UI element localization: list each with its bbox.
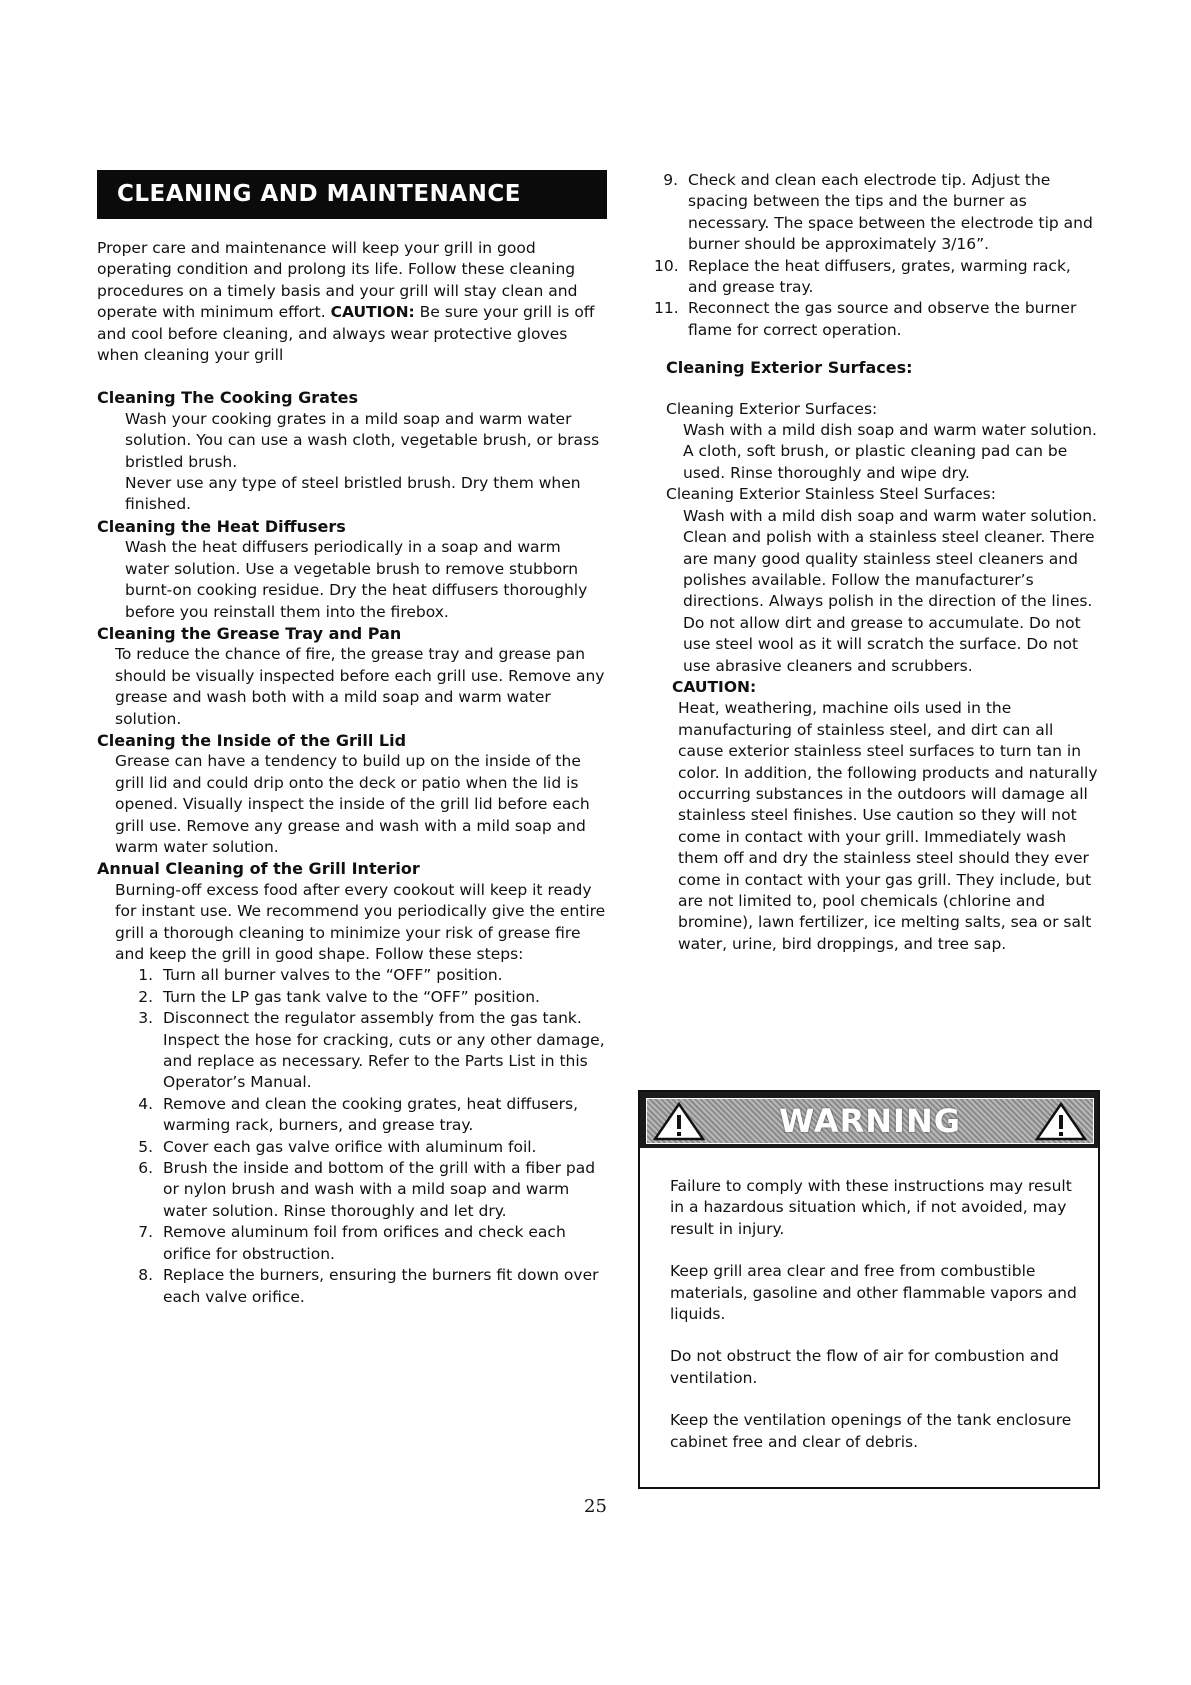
section-text: Wash the heat diffusers periodically in a soap and warm water solution. Use a vegetable brush to remove stubborn burnt-on cooking residue. Dry the heat diffusers thoroughly before you reinstall them into the firebox. bbox=[125, 538, 588, 621]
step-number: 10. bbox=[654, 256, 679, 275]
section-text: Never use any type of steel bristled brush. Dry them when finished. bbox=[125, 474, 581, 514]
warning-paragraph: Do not obstruct the flow of air for combustion and ventilation. bbox=[670, 1347, 1059, 1387]
section-grill-lid bbox=[97, 730, 607, 858]
step-text: Turn the LP gas tank valve to the “OFF” position. bbox=[163, 987, 540, 1006]
warning-paragraph: Keep the ventilation openings of the tank enclosure cabinet free and clear of debris. bbox=[670, 1411, 1072, 1451]
intro-caution-text: Be sure your grill is off and cool before cleaning, and always wear protective gloves when cleaning your grill bbox=[97, 303, 595, 365]
step-text: Cover each gas valve orifice with aluminum foil. bbox=[163, 1137, 537, 1156]
cleaning-steps-list-continued bbox=[654, 170, 1099, 341]
section-text: Grease can have a tendency to build up on the inside of the grill lid and could drip onto the deck or patio when the lid is opened. Visually inspect the inside of the grill lid before each grill use. Remove any grease and wash with a mild soap and warm water solution. bbox=[115, 752, 590, 856]
step-text: Remove aluminum foil from orifices and check each orifice for obstruction. bbox=[163, 1223, 566, 1263]
warning-title: WARNING bbox=[779, 1102, 961, 1140]
exterior-section bbox=[666, 399, 1099, 956]
page-number: 25 bbox=[584, 1496, 607, 1517]
step-text: Brush the inside and bottom of the grill with a fiber pad or nylon brush and wash with a mild soap and warm water solution. Rinse thoroughly and let dry. bbox=[163, 1159, 596, 1220]
section-heading: Cleaning the Inside of the Grill Lid bbox=[97, 730, 407, 750]
list-item bbox=[127, 1008, 607, 1094]
step-text: Replace the burners, ensuring the burners fit down over each valve orifice. bbox=[163, 1266, 599, 1306]
section-heading: Cleaning The Cooking Grates bbox=[97, 388, 358, 408]
step-number: 4. bbox=[138, 1094, 153, 1113]
list-item bbox=[127, 987, 607, 1008]
step-text: Check and clean each electrode tip. Adjust the spacing between the tips and the burner as necessary. The space between the electrode tip and burner should be approximately 3/16”. bbox=[688, 171, 1093, 254]
section-heading: Annual Cleaning of the Grill Interior bbox=[97, 859, 420, 879]
list-item bbox=[127, 1158, 607, 1222]
cleaning-steps-list bbox=[97, 965, 607, 1308]
intro-text: Proper care and maintenance will keep your grill in good operating condition and prolong its life. Follow these cleaning procedures on a timely basis and your grill will stay clean and operate with minimum effort. bbox=[97, 239, 578, 322]
warning-paragraph: Keep grill area clear and free from combustible materials, gasoline and other flammable vapors and liquids. bbox=[670, 1262, 1077, 1324]
section-heading: Cleaning the Heat Diffusers bbox=[97, 516, 346, 536]
section-heading: Cleaning the Grease Tray and Pan bbox=[97, 623, 402, 643]
section-grease-tray bbox=[97, 623, 607, 730]
step-text: Disconnect the regulator assembly from the gas tank. Inspect the hose for cracking, cuts or any other damage, and replace as necessary. Refer to the Parts List in this Operator’s Manual. bbox=[163, 1009, 605, 1092]
section-banner: CLEANING AND MAINTENANCE bbox=[97, 170, 607, 219]
exterior-sub-label: Cleaning Exterior Surfaces: bbox=[666, 399, 878, 418]
right-column bbox=[654, 170, 1099, 955]
exterior-caution-label: CAUTION: bbox=[672, 677, 757, 696]
step-text: Reconnect the gas source and observe the burner flame for correct operation. bbox=[688, 299, 1077, 339]
stainless-sub-text: Wash with a mild dish soap and warm water solution. Clean and polish with a stainless steel cleaner. There are many good quality stainless steel cleaners and polishes available. Follow the manufacturer’s directions. Always polish in the direction of the lines. Do not allow dirt and grease to accumulate. Do not use steel wool as it will scratch the surface. Do not use abrasive cleaners and scrubbers. bbox=[683, 506, 1097, 675]
section-text: Burning-off excess food after every cookout will keep it ready for instant use. We recommend you periodically give the entire grill a thorough cleaning to minimize your risk of grease fire and keep the grill in good shape. Follow these steps: bbox=[115, 880, 606, 963]
list-item bbox=[127, 1137, 607, 1158]
step-number: 2. bbox=[138, 987, 153, 1006]
section-annual-cleaning bbox=[97, 858, 607, 1308]
list-item bbox=[127, 1222, 607, 1265]
exterior-sub-text: Wash with a mild dish soap and warm water solution. A cloth, soft brush, or plastic cleaning pad can be used. Rinse thoroughly and wipe dry. bbox=[683, 421, 1097, 482]
stainless-sub-label: Cleaning Exterior Stainless Steel Surfaces: bbox=[666, 485, 996, 504]
list-item bbox=[127, 1094, 607, 1137]
intro-caution-label: CAUTION: bbox=[330, 303, 415, 322]
step-number: 6. bbox=[138, 1159, 153, 1178]
left-column bbox=[97, 170, 607, 1308]
section-heat-diffusers bbox=[97, 516, 607, 623]
intro-paragraph bbox=[97, 238, 607, 366]
warning-paragraph: Failure to comply with these instructions may result in a hazardous situation which, if not avoided, may result in injury. bbox=[670, 1177, 1072, 1238]
step-number: 7. bbox=[138, 1223, 153, 1242]
step-number: 8. bbox=[138, 1266, 153, 1285]
list-item bbox=[127, 1265, 607, 1308]
list-item bbox=[654, 256, 1099, 299]
list-item bbox=[654, 170, 1099, 256]
warning-body bbox=[670, 1176, 1080, 1474]
spacer bbox=[97, 366, 607, 387]
step-text: Turn all burner valves to the “OFF” position. bbox=[163, 966, 503, 985]
step-number: 3. bbox=[138, 1009, 153, 1028]
exterior-caution-text: Heat, weathering, machine oils used in the manufacturing of stainless steel, and dirt can all cause exterior stainless steel surfaces to turn tan in color. In addition, the following products and naturally occurring substances in the outdoors will damage all stainless steel finishes. Use caution so they will not come in contact with your grill. Immediately wash them off and dry the stainless steel should they ever come in contact with your gas grill. They include, but are not limited to, pool chemicals (chlorine and bromine), lawn fertilizer, ice melting salts, sea or salt water, urine, bird droppings, and tree sap. bbox=[678, 699, 1098, 953]
list-item bbox=[127, 965, 607, 986]
exterior-heading: Cleaning Exterior Surfaces: bbox=[666, 358, 913, 378]
section-text: Wash your cooking grates in a mild soap and warm water solution. You can use a wash cloth, vegetable brush, or brass bristled brush. bbox=[125, 409, 600, 471]
step-number: 9. bbox=[663, 171, 678, 189]
step-number: 11. bbox=[654, 299, 679, 318]
step-text: Remove and clean the cooking grates, heat diffusers, warming rack, burners, and grease tray. bbox=[163, 1094, 579, 1135]
warning-triangle-icon bbox=[1035, 1101, 1087, 1141]
warning-header bbox=[640, 1092, 1098, 1148]
step-number: 1. bbox=[138, 966, 153, 985]
warning-box bbox=[638, 1090, 1100, 1489]
list-item bbox=[654, 298, 1099, 341]
step-text: Replace the heat diffusers, grates, warming rack, and grease tray. bbox=[688, 256, 1071, 297]
section-text: To reduce the chance of fire, the grease tray and grease pan should be visually inspected before each grill use. Remove any grease and wash both with a mild soap and warm water solution. bbox=[115, 645, 605, 728]
warning-header-pattern bbox=[646, 1098, 1094, 1144]
section-cooking-grates bbox=[97, 387, 607, 515]
step-number: 5. bbox=[138, 1137, 153, 1156]
